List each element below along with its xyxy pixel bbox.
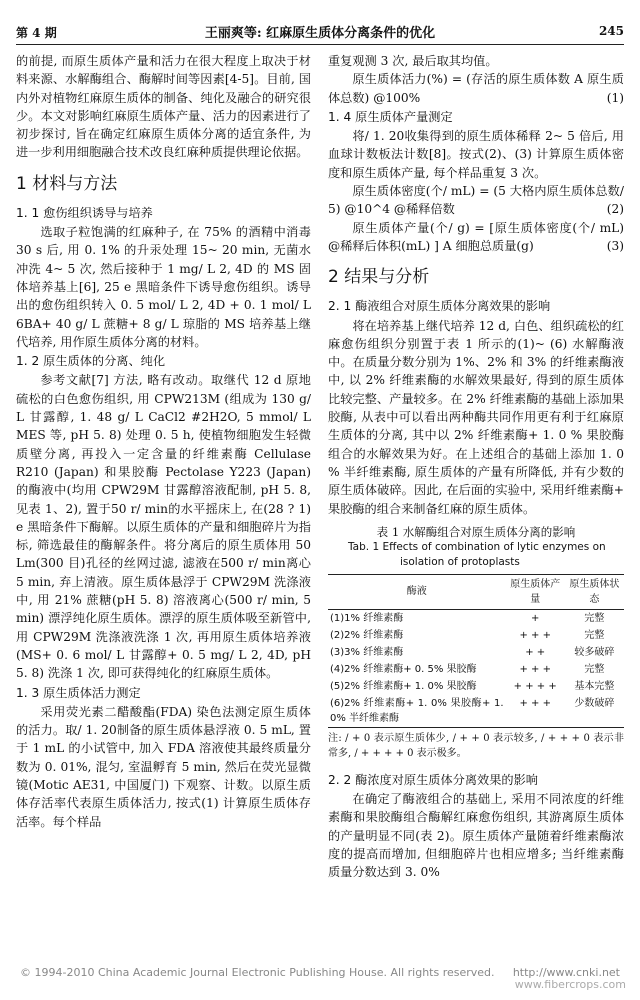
table-cell: + +: [525, 646, 546, 658]
header-rule: [16, 44, 624, 45]
table-cell: 较多破碎: [574, 646, 615, 658]
table-cell: + + + +: [513, 680, 557, 692]
subsection-heading-1-4: 1. 4 原生质体产量测定: [328, 109, 453, 124]
table-cell: (5)2% 纤维素酶+ 1. 0% 果胶酶: [330, 680, 477, 692]
watermark: www.fibercrops.com: [514, 978, 626, 991]
table-row: [328, 678, 624, 695]
table-1-title-en-line-2: isolation of protoplasts: [400, 555, 520, 568]
subsection-heading-2-1: 2. 1 酶液组合对原生质体分离效果的影响: [328, 299, 551, 314]
subsection-heading-1-3: 1. 3 原生质体活力测定: [16, 685, 141, 700]
table-header-cell: 原生质体状态: [565, 574, 624, 609]
table-cell: 完整: [584, 663, 605, 675]
table-cell: (4)2% 纤维素酶+ 0. 5% 果胶酶: [330, 663, 477, 675]
table-cell: +: [531, 612, 540, 624]
paragraph-1-1: 选取子粒饱满的红麻种子, 在 75% 的酒精中消毒 30 s 后, 用 0. 1% 的升汞处理 15~ 20 min, 无菌水冲洗 4~ 5 次, 然后接种于 1 mg/ L 2, 4D 的 MS 固体培养基上[6], 25 e 黑暗条件下诱导愈伤组织。诱导出的愈伤组织转入 0. 5 mol/ L 2, 4D + 0. 1 mol/ L 6BA+ 40 g/ L 蔗糖+ 8 g/ L 琼脂的 MS 培养基上继代培养, 用作原生质体分离的材料。: [16, 225, 311, 349]
table-row: [328, 627, 624, 644]
running-title: 王丽爽等: 红麻原生质体分离条件的优化: [204, 26, 436, 41]
table-1-title-en: [328, 540, 624, 570]
equation-3-number: (3): [606, 238, 624, 253]
equation-1-number: (1): [606, 90, 624, 105]
table-cell: + + +: [519, 663, 551, 675]
equation-3-text: 原生质体产量(个/ g) = [原生质体密度(个/ mL) @稀释后体积(mL) ] A 细胞总质量(g): [328, 220, 624, 253]
copyright-notice: © 1994-2010 China Academic Journal Electronic Publishing House. All rights reserved.: [20, 966, 495, 979]
table-row: [328, 695, 624, 728]
table-1-title-cn: 表 1 水解酶组合对原生质体分离的影响: [376, 524, 576, 539]
table-row: [328, 661, 624, 678]
paragraph-1-3-cont: 重复观测 3 次, 最后取其均值。: [328, 54, 498, 68]
table-cell: 少数破碎: [565, 695, 624, 728]
table-cell: 完整: [584, 612, 605, 624]
subsection-heading-1-1: 1. 1 愈伤组织诱导与培养: [16, 205, 153, 220]
subsection-heading-2-2: 2. 2 酶浓度对原生质体分离效果的影响: [328, 772, 538, 787]
equation-2: [328, 182, 624, 219]
table-row: [328, 609, 624, 627]
table-cell: 基本完整: [574, 680, 615, 692]
equation-1-text: 原生质体活力(%) = (存活的原生质体数 A 原生质体总数) @100%: [328, 72, 624, 105]
table-cell: + + +: [506, 695, 565, 728]
section-heading-1: 1 材料与方法: [16, 173, 118, 194]
table-header-row: [328, 574, 624, 609]
left-column: [16, 52, 311, 831]
table-1: [328, 574, 624, 728]
right-column: [328, 52, 624, 882]
footer-url: http://www.cnki.net: [512, 966, 620, 979]
section-heading-2: 2 结果与分析: [328, 267, 430, 288]
table-header-cell: 原生质体产量: [506, 574, 565, 609]
table-cell: (6)2% 纤维素酶+ 1. 0% 果胶酶+ 1. 0% 半纤维素酶: [328, 695, 506, 728]
paragraph-2-1: 将在培养基上继代培养 12 d, 白色、组织疏松的红麻愈伤组织分别置于表 1 所示的(1)~ (6) 水解酶液中。在质量分数分别为 1%、2% 和 3% 的纤维素酶液中, 以 2% 纤维素酶的水解效果最好, 得到的原生质体比较完整、产量较多。在 2% 纤维素酶的基础上添加果胶酶, 从表中可以看出两种酶共同作用更有利于红麻原生质体的分离, 其中以 2% 纤维素酶+ 1. 0 % 果胶酶组合的水解效果为好。在上述组合的基础上添加 1. 0 % 半纤维素酶, 原生质体的产量有所降低, 并有少数的原生质体破碎。因此, 在后面的实验中, 采用纤维素酶+ 果胶酶的组合来制备红麻的原生质体。: [328, 318, 624, 516]
subsection-heading-1-2: 1. 2 原生质体的分离、纯化: [16, 354, 166, 369]
table-header-cell: 酶液: [328, 574, 506, 609]
equation-1: [328, 70, 624, 107]
intro-paragraph: 的前提, 而原生质体产量和活力在很大程度上取决于材料来源、水解酶组合、酶解时间等因素[4-5]。目前, 国内外对植物红麻原生质体的制备、纯化及融合的研究很少。本文对影响红麻原生质体产量、活力的因素进行了初步探讨, 旨在确定红麻原生质体分离的适宜条件, 为进一步利用细胞融合技术改良红麻种质提供理论依据。: [16, 54, 311, 160]
running-header: [16, 22, 624, 42]
table-cell: (1)1% 纤维素酶: [330, 612, 404, 624]
equation-2-number: (2): [606, 202, 624, 217]
equation-3: [328, 219, 624, 256]
paragraph-1-4: 将/ 1. 20收集得到的原生质体稀释 2~ 5 倍后, 用血球计数板法计数[8]。按式(2)、(3) 计算原生质体密度和原生质体产量, 每个样品重复 3 次。: [328, 129, 624, 180]
table-cell: + + +: [519, 629, 551, 641]
issue-number: 第 4 期: [16, 26, 57, 40]
table-row: [328, 644, 624, 661]
paragraph-2-2: 在确定了酶液组合的基础上, 采用不同浓度的纤维素酶和果胶酶组合酶解红麻愈伤组织, 其游离原生质体的产量明显不同(表 2)。原生质体产量随着纤维素酶浓度的提高而增加, 但细胞碎片也相应增多; 当纤维素酶质量分数达到 3. 0%: [328, 792, 624, 880]
table-cell: (2)2% 纤维素酶: [330, 629, 404, 641]
table-cell: 完整: [584, 629, 605, 641]
table-1-title-en-line-1: Tab. 1 Effects of combination of lytic enzymes on: [348, 540, 606, 553]
paragraph-1-3: 采用荧光素二醋酸酯(FDA) 染色法测定原生质体的活力。取/ 1. 20制备的原生质体悬浮液 0. 5 mL, 置于 1 mL 的小试管中, 加入 FDA 溶液使其最终质量分数为 0. 01%, 混匀, 室温孵育 5 min, 然后在荧光显微镜(Motic AE31, 中国厦门) 下观察、计数。以原生质体存活率代表原生质体活力, 按式(1) 计算原生质体存活率。每个样品: [16, 704, 311, 829]
paragraph-1-2: 参考文献[7] 方法, 略有改动。取继代 12 d 原地硫松的白色愈伤组织, 用 CPW213M (组成为 130 g/ L 甘露醇, 1. 48 g/ L CaCl2 #2H2O, 5 mmol/ L MES 等, pH 5. 8) 处理 0. 5 h, 使植物细胞发生轻微质壁分离, 再投入一定含量的纤维素酶 Cellulase R210 (Japan) 和果胶酶 Pectolase Y223 (Japan) 的酶液中(均用 CPW29M 甘露醇溶液配制, pH 5. 8, 见表 1、2), 置于50 r/ min的水平摇床上, 在(28 ? 1) e 黑暗条件下酶解。以原生质体的产量和细胞碎片为指标, 筛选最佳的酶解条件。将分离后的原生质体用 50 Lm(300 目)孔径的丝网过滤, 滤液在500 r/ min离心 5 min, 弃上清液。原生质体悬浮于 CPW29M 洗涤液中, 用 21% 蔗糖(pH 5. 8) 溶液离心(500 r/ min, 5 min) 漂浮纯化原生质体。漂浮的原生质体吸至新管中, 用 CPW29M 洗涤液洗涤 1 次, 再用原生质体培养液(MS+ 0. 6 mol/ L 甘露醇+ 0. 5 mg/ L 2, 4D, pH 5. 8) 洗涤 1 次, 即可获得纯化的红麻原生质体。: [16, 373, 311, 681]
equation-2-text: 原生质体密度(个/ mL) = (5 大格内原生质体总数/ 5) @10^4 @稀释倍数: [328, 184, 624, 217]
page-number: 245: [598, 24, 624, 38]
table-1-note: 注: / + 0 表示原生质体少, / + + 0 表示较多, / + + + 0 表示非常多, / + + + + 0 表示极多。: [328, 732, 624, 759]
table-cell: (3)3% 纤维素酶: [330, 646, 404, 658]
